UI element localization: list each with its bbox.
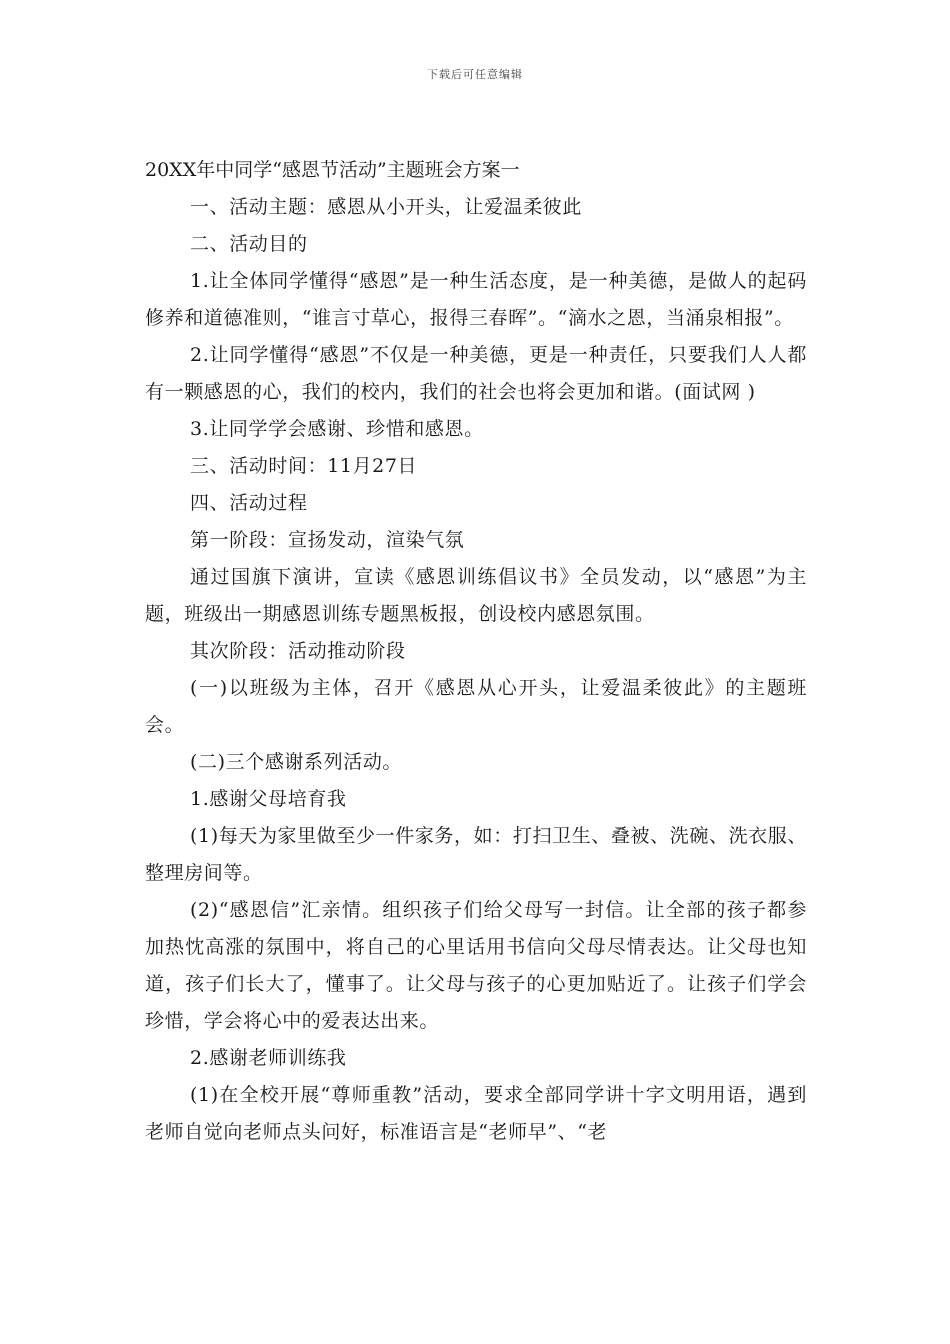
document-title: 20XX年中同学“感恩节活动”主题班会方案一 bbox=[145, 159, 520, 181]
paragraph-stage-1: 第一阶段：宣扬发动，渲染气氛 bbox=[190, 529, 465, 551]
paragraph-process-heading: 四、活动过程 bbox=[190, 492, 308, 514]
paragraph-purpose-1: 1.让全体同学懂得“感恩”是一种生活态度，是一种美德，是做人的起码修养和道德准则，“谁言寸草心，报得三春晖”。“滴水之恩，当涌泉相报”。 bbox=[145, 270, 807, 329]
paragraph-thank-teachers-1: (1)在全校开展“尊师重教”活动，要求全部同学讲十字文明用语，遇到老师自觉向老师点头问好，标准语言是“老师早”、“老 bbox=[145, 1084, 807, 1143]
paragraph-thank-teachers: 2.感谢老师训练我 bbox=[190, 1047, 347, 1069]
paragraph-time: 三、活动时间：11月27日 bbox=[190, 455, 418, 477]
paragraph-purpose-2: 2.让同学懂得“感恩”不仅是一种美德，更是一种责任，只要我们人人都有一颗感恩的心，我们的校内，我们的社会也将会更加和谐。(面试网 ) bbox=[145, 344, 807, 403]
page-header-note: 下载后可任意编辑 bbox=[427, 68, 523, 81]
paragraph-thank-parents-2: (2)“感恩信”汇亲情。组织孩子们给父母写一封信。让全部的孩子都参加热忱高涨的氛围中，将自己的心里话用书信向父母尽情表达。让父母也知道，孩子们长大了，懂事了。让父母与孩子的心更加贴近了。让孩子们学会珍惜，学会将心中的爱表达出来。 bbox=[145, 899, 807, 1032]
paragraph-theme: 一、活动主题：感恩从小开头，让爱温柔彼此 bbox=[190, 196, 583, 218]
paragraph-stage-2: 其次阶段：活动推动阶段 bbox=[190, 640, 406, 662]
paragraph-stage-2-item-2: (二)三个感谢系列活动。 bbox=[190, 751, 403, 773]
paragraph-thank-parents-1: (1)每天为家里做至少一件家务，如：打扫卫生、叠被、洗碗、洗衣服、整理房间等。 bbox=[145, 825, 807, 884]
paragraph-purpose-3: 3.让同学学会感谢、珍惜和感恩。 bbox=[190, 418, 484, 440]
paragraph-stage-1-detail: 通过国旗下演讲，宣读《感恩训练倡议书》全员发动，以“感恩”为主题，班级出一期感恩训练专题黑板报，创设校内感恩氛围。 bbox=[145, 566, 807, 625]
paragraph-stage-2-item-1: (一)以班级为主体，召开《感恩从心开头，让爱温柔彼此》的主题班会。 bbox=[145, 677, 807, 736]
paragraph-thank-parents: 1.感谢父母培育我 bbox=[190, 788, 347, 810]
paragraph-purpose-heading: 二、活动目的 bbox=[190, 233, 308, 255]
document-body bbox=[145, 152, 807, 1151]
